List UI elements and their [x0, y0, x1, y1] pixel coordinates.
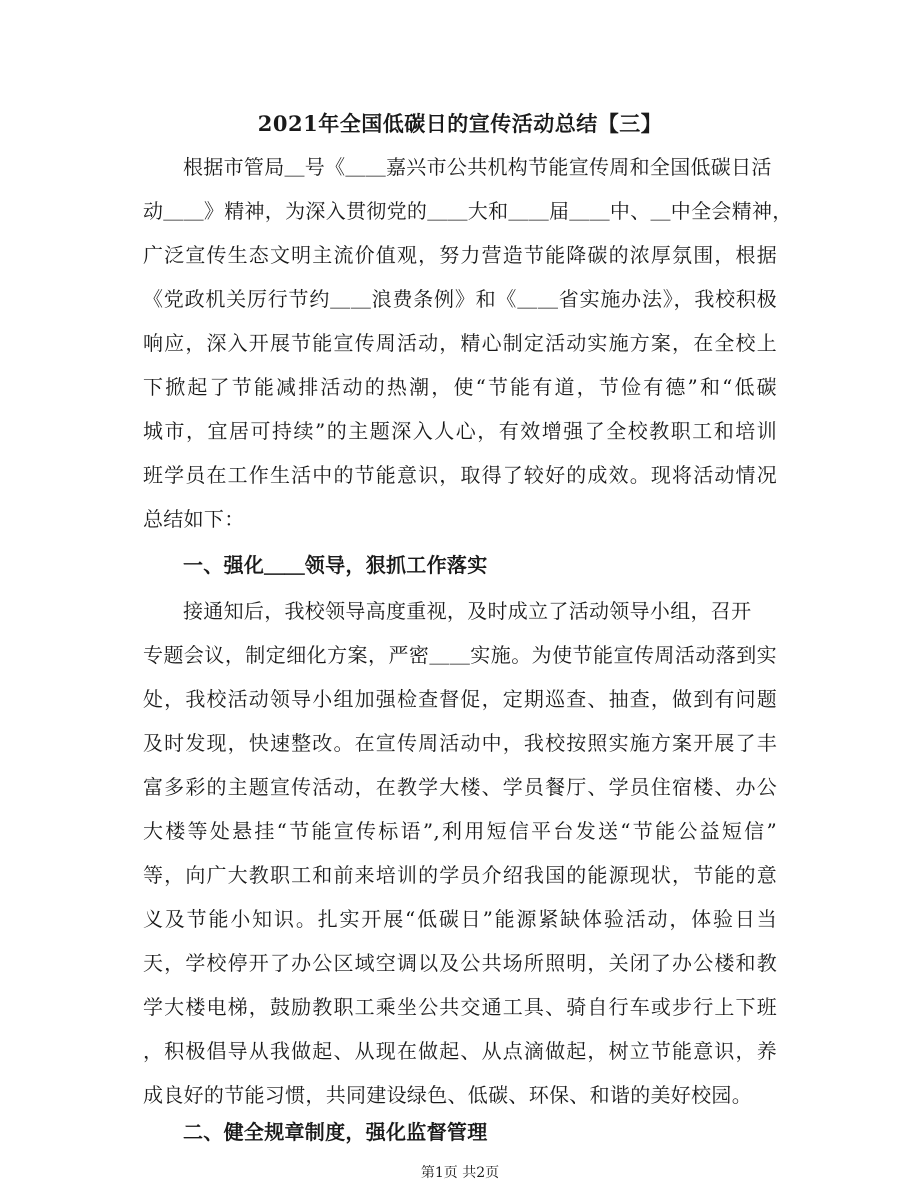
paragraph-2-line: ，积极倡导从我做起、从现在做起、从点滴做起，树立节能意识，养	[143, 1039, 777, 1063]
paragraph-1-line: 动＿＿》精神，为深入贯彻党的＿＿大和＿＿届＿＿中、＿中全会精神，	[143, 199, 793, 223]
section-heading-1: 一、强化＿＿领导，狠抓工作落实	[183, 553, 488, 577]
paragraph-2-line: 大楼等处悬挂“节能宣传标语”,利用短信平台发送“节能公益短信”	[143, 819, 777, 843]
paragraph-2-line: 等，向广大教职工和前来培训的学员介绍我国的能源现状，节能的意	[143, 863, 777, 887]
paragraph-1-line: 班学员在工作生活中的节能意识，取得了较好的成效。现将活动情况	[143, 463, 777, 487]
paragraph-1-line: 《党政机关厉行节约＿＿浪费条例》和《＿＿省实施办法》，我校积极	[143, 287, 777, 311]
paragraph-1-line: 总结如下：	[143, 507, 245, 531]
paragraph-2-line: 处，我校活动领导小组加强检查督促，定期巡查、抽查，做到有问题	[143, 687, 777, 711]
paragraph-2-line: 富多彩的主题宣传活动，在教学大楼、学员餐厅、学员住宿楼、办公	[143, 775, 777, 799]
paragraph-2-line: 学大楼电梯，鼓励教职工乘坐公共交通工具、骑自行车或步行上下班	[143, 995, 777, 1019]
paragraph-1-line: 根据市管局＿号《＿＿嘉兴市公共机构节能宣传周和全国低碳日活	[183, 155, 772, 179]
paragraph-1-line: 下掀起了节能减排活动的热潮，使“节能有道，节俭有德”和“低碳	[143, 375, 777, 399]
section-heading-2: 二、健全规章制度，强化监督管理	[183, 1120, 488, 1144]
paragraph-2-line: 接通知后，我校领导高度重视，及时成立了活动领导小组，召开	[183, 599, 752, 623]
paragraph-1-line: 广泛宣传生态文明主流价值观，努力营造节能降碳的浓厚氛围，根据	[143, 243, 777, 267]
page-footer: 第1页 共2页	[420, 1165, 500, 1181]
paragraph-1-line: 响应，深入开展节能宣传周活动，精心制定活动实施方案，在全校上	[143, 331, 777, 355]
paragraph-2-line: 成良好的节能习惯，共同建设绿色、低碳、环保、和谐的美好校园。	[143, 1083, 752, 1107]
paragraph-2-line: 天，学校停开了办公区域空调以及公共场所照明，关闭了办公楼和教	[143, 951, 777, 975]
paragraph-2-line: 及时发现，快速整改。在宣传周活动中，我校按照实施方案开展了丰	[143, 731, 777, 755]
paragraph-1-line: 城市，宜居可持续”的主题深入人心，有效增强了全校教职工和培训	[143, 419, 777, 443]
paragraph-2-line: 义及节能小知识。扎实开展“低碳日”能源紧缺体验活动，体验日当	[143, 907, 777, 931]
document-title: 2021年全国低碳日的宣传活动总结【三】	[257, 111, 663, 136]
paragraph-2-line: 专题会议，制定细化方案，严密＿＿实施。为使节能宣传周活动落到实	[143, 643, 777, 667]
